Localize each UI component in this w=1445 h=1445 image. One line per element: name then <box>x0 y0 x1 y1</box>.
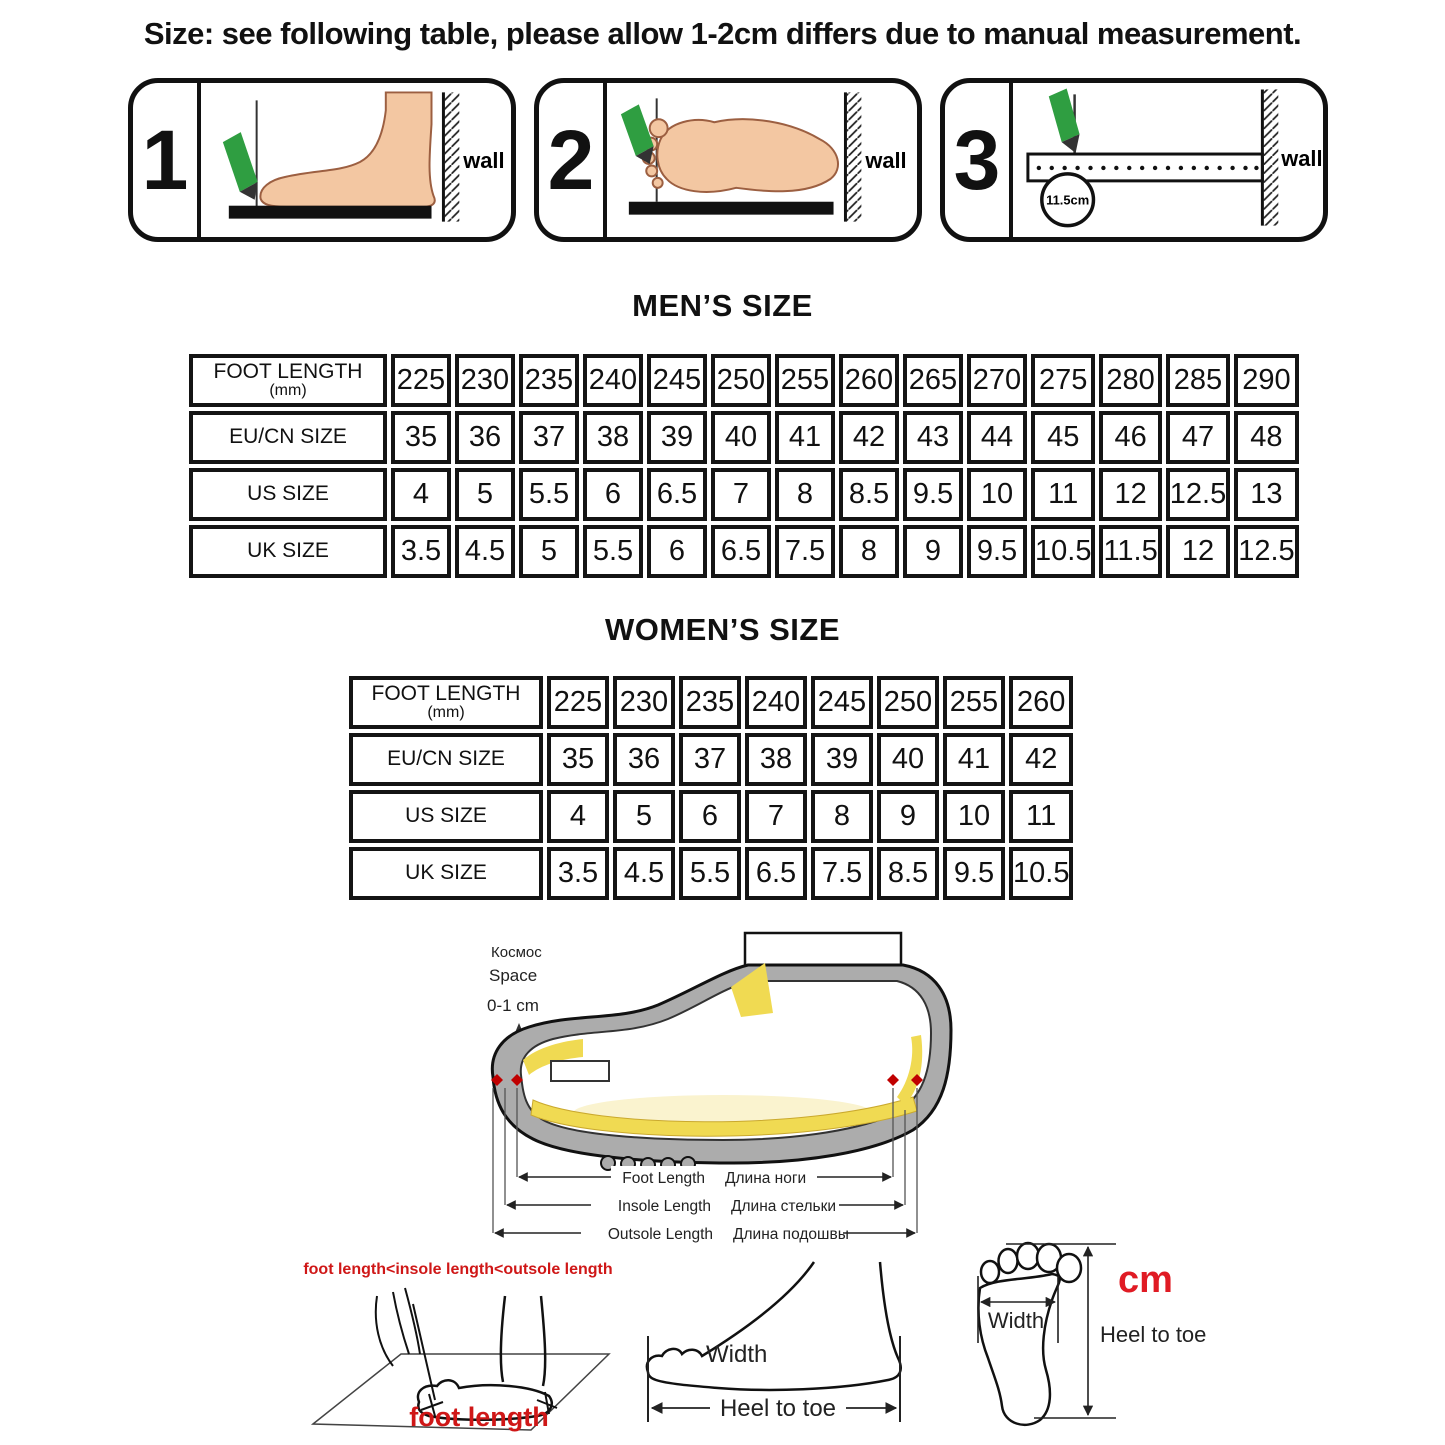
pencil-icon <box>223 132 258 192</box>
size-cell: 10 <box>967 468 1027 521</box>
size-cell: 8 <box>775 468 835 521</box>
size-cell: 4.5 <box>455 525 515 578</box>
measuring-instructions <box>128 78 1338 242</box>
size-cell: 10.5 <box>1009 847 1073 900</box>
foot-side-measure-icon <box>201 83 511 237</box>
step-number: 1 <box>133 83 201 237</box>
size-cell: 5 <box>613 790 675 843</box>
size-cell: 12 <box>1166 525 1230 578</box>
step-number: 3 <box>945 83 1013 237</box>
size-cell: 9.5 <box>903 468 963 521</box>
cm-unit-label: cm <box>1118 1259 1173 1301</box>
mens-size-title: MEN’S SIZE <box>632 288 813 323</box>
size-cell: 250 <box>877 676 939 729</box>
size-cell: 8.5 <box>877 847 939 900</box>
size-cell: 5 <box>455 468 515 521</box>
size-cell: 280 <box>1099 354 1161 407</box>
row-label: UK SIZE <box>189 525 387 578</box>
hand-with-pencil <box>376 1288 435 1400</box>
size-cell: 12.5 <box>1166 468 1230 521</box>
size-cell: 41 <box>775 411 835 464</box>
measure-circle-label: 11.5cm <box>1046 192 1090 208</box>
footprint-width-label: Width <box>987 1308 1045 1333</box>
dim-outsole-length-en: Outsole Length <box>607 1226 713 1243</box>
size-cell: 3.5 <box>391 525 451 578</box>
size-cell: 260 <box>1009 676 1073 729</box>
heel-to-toe-diagram <box>618 1250 948 1445</box>
size-cell: 35 <box>547 733 609 786</box>
size-cell: 240 <box>745 676 807 729</box>
ruler-measure-icon <box>1013 83 1323 237</box>
size-cell: 47 <box>1166 411 1230 464</box>
size-cell: 5 <box>519 525 579 578</box>
dim-foot-length-en: Foot Length <box>622 1170 705 1187</box>
size-cell: 36 <box>455 411 515 464</box>
size-cell: 38 <box>745 733 807 786</box>
panel-3-illustration <box>1013 83 1323 237</box>
size-cell: 225 <box>547 676 609 729</box>
row-label: FOOT LENGTH (mm) <box>189 354 387 407</box>
foot-side-illustration <box>618 1250 948 1445</box>
size-cell: 5.5 <box>519 468 579 521</box>
size-cell: 38 <box>583 411 643 464</box>
size-cell: 7 <box>711 468 771 521</box>
size-cell: 265 <box>903 354 963 407</box>
size-cell: 39 <box>811 733 873 786</box>
table-row <box>349 733 1073 786</box>
size-cell: 7.5 <box>811 847 873 900</box>
width-label: Width <box>706 1341 768 1368</box>
table-row <box>349 847 1073 900</box>
shoe-cross-section-diagram <box>473 925 973 1255</box>
foot-tracing-illustration <box>293 1252 623 1445</box>
size-cell: 8 <box>811 790 873 843</box>
size-cell: 285 <box>1166 354 1230 407</box>
size-cell: 43 <box>903 411 963 464</box>
length-comparison-title: foot length<insole length<outsole length <box>303 1261 613 1278</box>
size-cell: 9.5 <box>967 525 1027 578</box>
size-cell: 275 <box>1031 354 1095 407</box>
dim-outsole-length-ru: Длина подошвы <box>733 1226 849 1243</box>
shoe-diagram-illustration <box>473 925 973 1255</box>
instruction-panel-1 <box>128 78 516 242</box>
size-cell: 8 <box>839 525 899 578</box>
size-cell: 37 <box>679 733 741 786</box>
size-cell: 46 <box>1099 411 1161 464</box>
size-cell: 6 <box>583 468 643 521</box>
row-label: EU/CN SIZE <box>189 411 387 464</box>
row-label: EU/CN SIZE <box>349 733 543 786</box>
size-cell: 5.5 <box>583 525 643 578</box>
size-cell: 235 <box>679 676 741 729</box>
row-label: US SIZE <box>189 468 387 521</box>
wall-label: wall <box>463 147 505 173</box>
table-row <box>189 411 1299 464</box>
size-cell: 39 <box>647 411 707 464</box>
size-cell: 6 <box>647 525 707 578</box>
panel-2-illustration <box>607 83 917 237</box>
size-cell: 9 <box>903 525 963 578</box>
size-cell: 4.5 <box>613 847 675 900</box>
instruction-panel-3 <box>940 78 1328 242</box>
size-cell: 44 <box>967 411 1027 464</box>
step-number: 2 <box>539 83 607 237</box>
foot-illustration <box>260 92 434 206</box>
wall-label: wall <box>865 147 907 173</box>
womens-size-table <box>345 672 1077 904</box>
size-cell: 6.5 <box>711 525 771 578</box>
size-cell: 4 <box>391 468 451 521</box>
size-cell: 255 <box>943 676 1005 729</box>
size-cell: 9.5 <box>943 847 1005 900</box>
size-cell: 235 <box>519 354 579 407</box>
womens-size-title: WOMEN’S SIZE <box>604 612 841 647</box>
size-cell: 42 <box>1009 733 1073 786</box>
page-title: Size: see following table, please allow 1-2cm differs due to manual measurement. <box>143 16 1302 51</box>
space-label-en: Space <box>489 966 538 985</box>
size-cell: 270 <box>967 354 1027 407</box>
size-cell: 245 <box>811 676 873 729</box>
size-cell: 35 <box>391 411 451 464</box>
size-cell: 11 <box>1009 790 1073 843</box>
size-cell: 8.5 <box>839 468 899 521</box>
size-cell: 260 <box>839 354 899 407</box>
heel-to-toe-label: Heel to toe <box>719 1395 837 1422</box>
pencil-icon <box>621 104 654 156</box>
size-cell: 225 <box>391 354 451 407</box>
size-cell: 230 <box>613 676 675 729</box>
ankle-lines <box>501 1296 545 1386</box>
sole-outline <box>978 1274 1059 1425</box>
size-cell: 13 <box>1234 468 1298 521</box>
footprint-illustration <box>657 119 838 192</box>
size-cell: 7 <box>745 790 807 843</box>
row-label: US SIZE <box>349 790 543 843</box>
size-cell: 10 <box>943 790 1005 843</box>
size-cell: 40 <box>877 733 939 786</box>
size-cell: 255 <box>775 354 835 407</box>
footprint-heel-to-toe-label: Heel to toe <box>1100 1322 1207 1347</box>
size-cell: 41 <box>943 733 1005 786</box>
size-cell: 245 <box>647 354 707 407</box>
space-label-ru: Космос <box>491 944 542 961</box>
dim-insole-length-ru: Длина стельки <box>731 1198 837 1215</box>
dim-insole-length-en: Insole Length <box>617 1198 711 1215</box>
size-cell: 6.5 <box>745 847 807 900</box>
size-cell: 48 <box>1234 411 1298 464</box>
size-cell: 12.5 <box>1234 525 1298 578</box>
size-cell: 250 <box>711 354 771 407</box>
mens-size-table <box>185 350 1303 582</box>
table-row <box>349 790 1073 843</box>
row-label: FOOT LENGTH (mm) <box>349 676 543 729</box>
size-cell: 6.5 <box>647 468 707 521</box>
size-cell: 36 <box>613 733 675 786</box>
size-cell: 3.5 <box>547 847 609 900</box>
panel-1-illustration <box>201 83 511 237</box>
row-label: UK SIZE <box>349 847 543 900</box>
size-cell: 10.5 <box>1031 525 1095 578</box>
size-cell: 6 <box>679 790 741 843</box>
size-cell: 40 <box>711 411 771 464</box>
size-cell: 7.5 <box>775 525 835 578</box>
size-cell: 45 <box>1031 411 1095 464</box>
table-row <box>189 354 1299 407</box>
size-cell: 230 <box>455 354 515 407</box>
foot-tracing-diagram <box>293 1252 623 1445</box>
dim-foot-length-ru: Длина ноги <box>725 1170 807 1187</box>
footprint-illustration <box>948 1228 1268 1443</box>
wall-label: wall <box>1281 145 1323 171</box>
size-cell: 5.5 <box>679 847 741 900</box>
foot-length-label: foot length <box>409 1402 549 1432</box>
size-cell: 11.5 <box>1099 525 1161 578</box>
table-row <box>189 525 1299 578</box>
space-range: 0-1 cm <box>487 996 539 1015</box>
size-cell: 12 <box>1099 468 1161 521</box>
size-cell: 290 <box>1234 354 1298 407</box>
table-row <box>189 468 1299 521</box>
size-cell: 42 <box>839 411 899 464</box>
size-cell: 37 <box>519 411 579 464</box>
footprint-measure-diagram <box>948 1228 1268 1443</box>
foot-outline <box>647 1262 901 1390</box>
size-cell: 9 <box>877 790 939 843</box>
size-cell: 240 <box>583 354 643 407</box>
size-cell: 11 <box>1031 468 1095 521</box>
footprint-measure-icon <box>607 83 917 237</box>
table-row <box>349 676 1073 729</box>
size-cell: 4 <box>547 790 609 843</box>
instruction-panel-2 <box>534 78 922 242</box>
